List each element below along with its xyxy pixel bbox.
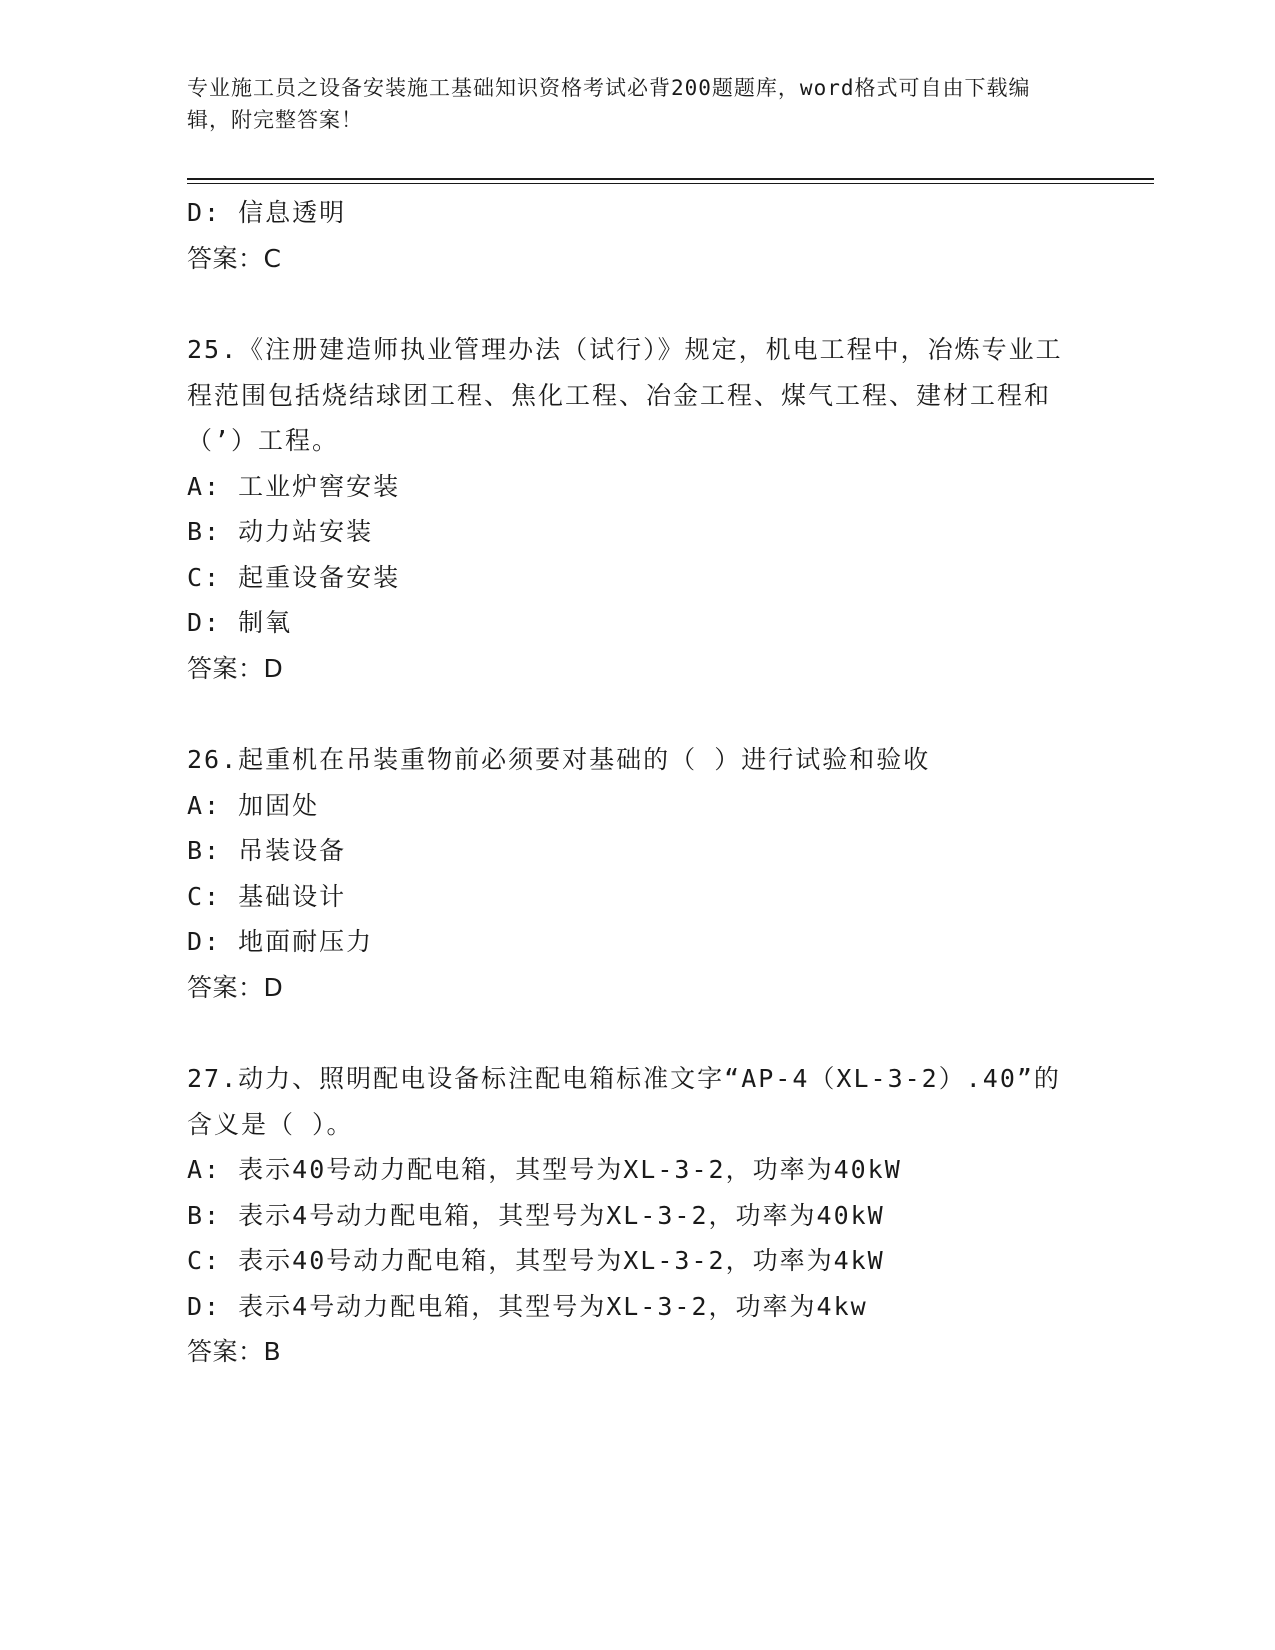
option-a: A: 工业炉窖安装 (187, 471, 401, 501)
option-d: D: 制氧 (187, 608, 293, 637)
question-list (187, 190, 1077, 1375)
question-25 (187, 327, 1077, 691)
header-divider-thin (187, 183, 1154, 184)
question-text: 27.动力、照明配电设备标注配电箱标准文字“AP-4（XL-3-2）.40”的含义是（ ）。 (187, 1064, 1061, 1139)
option-a: A: 加固处 (187, 790, 320, 820)
option-b: B: 动力站安装 (187, 517, 374, 546)
option-c: C: 表示40号动力配电箱，其型号为XL-3-2，功率为4kW (187, 1246, 885, 1275)
option-b: B: 表示4号动力配电箱，其型号为XL-3-2，功率为40kW (187, 1200, 885, 1230)
option-d: D: 地面耐压力 (187, 927, 374, 956)
answer-line: 答案：D (187, 653, 284, 683)
option-c: C: 基础设计 (187, 881, 347, 911)
document-header: 专业施工员之设备安装施工基础知识资格考试必背200题题库，word格式可自由下载编辑，附完整答案！ (187, 76, 1031, 132)
option-d: D: 信息透明 (187, 198, 347, 227)
answer-line: 答案：D (187, 972, 284, 1002)
option-d: D: 表示4号动力配电箱，其型号为XL-3-2，功率为4kw (187, 1291, 868, 1321)
option-a: A: 表示40号动力配电箱，其型号为XL-3-2，功率为40kW (187, 1155, 902, 1184)
header-divider (187, 178, 1154, 180)
question-26 (187, 737, 1077, 1010)
question-27 (187, 1056, 1077, 1375)
option-c: C: 起重设备安装 (187, 562, 401, 592)
question-text: 26.起重机在吊装重物前必须要对基础的（ ）进行试验和验收 (187, 745, 931, 774)
option-b: B: 吊装设备 (187, 836, 347, 865)
answer-line: 答案：C (187, 243, 282, 273)
answer-line: 答案：B (187, 1337, 282, 1366)
question-text: 25.《注册建造师执业管理办法（试行）》规定，机电工程中，冶炼专业工程范围包括烧结球团工程、焦化工程、冶金工程、煤气工程、建材工程和（’）工程。 (187, 335, 1063, 455)
